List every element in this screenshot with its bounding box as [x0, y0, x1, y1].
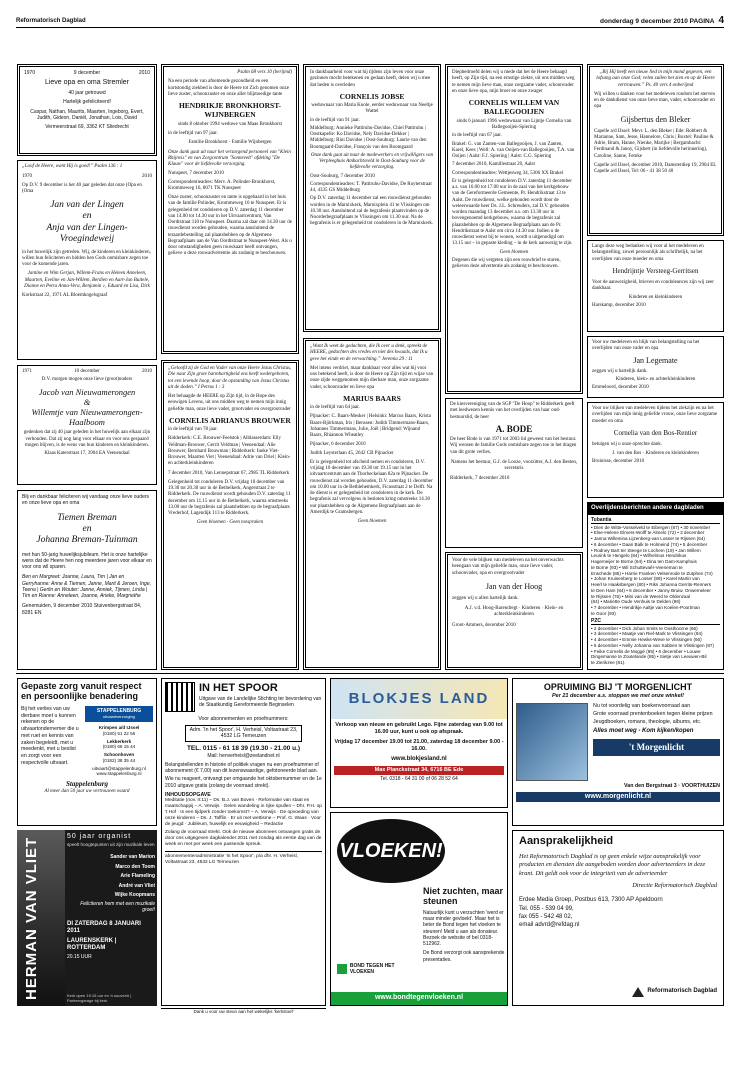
notice-van-nieuwamerongen: 1971 10 december 2010 D.V. morgen mogen onze lieve (groot)ouders Jacob van Nieuwamerongen & Willemtje van Nieuwamerongen-Haalboom gedenken dat zij 40 jaar geleden in het huwelijk aan elkaar zijn verbonden. Dat zij nog lang voor elkaar en voor ons gespaard mogen blijven, is de wens van hun kinderen en kleinkinderen. Klaas Katerstraat 17, 3904 EA Veenendaal: [17, 365, 157, 485]
vloeken-speech-bubble: VLOEKEN!: [337, 819, 445, 883]
masthead-right: donderdag 9 december 2010 PAGINA 4: [600, 15, 724, 26]
bond-link[interactable]: www.bondtegenvloeken.nl: [331, 992, 507, 1005]
organist-name-vertical: HERMAN VAN VLIET: [23, 836, 40, 1000]
notice-baars: „Want Ik weet de gedachten, die Ik over u denk, spreekt de HEERE, gedachten des vredes en niet des kwaads, dat Ik u geve het einde en de verwachting.” Jeremia 29 : 11 Met intens verdriet, maar dankbaar voor alles wat hij voor ons betekend heeft, is door de Heere op Zijn tijd en wijze van onze zijde weggenomen mijn dierbare man, onze zorgzame vader, schoonvader en lieve opa MARIUS BAARS in de leeftijd van 64 jaar. Pijnacker: C. Baars-Mesker | Helsinki: Marcus Baars, Krista Baars-Björkman, Iris | Benssen: Judith Timmermans-Baars, Johannes Timmermans, Julie, Joël | Bridgend: Wijnand Baars, Rhiannon Wheatley Pijnacker, 6 december 2010 Judith Leysterlaan 45, 2642 CB Pijnacker Er is gelegenheid tot afscheid nemen en condoleren, D.V. vrijdag 10 december van 19.30 tot 19.15 uur in het uitvaartcentrum aan de Thorbeckelaan 82a te Pijnacker. De rouwdienst zal worden gehouden, D.V. zaterdag 11 december om 10.00 uur in de Bethlehemkerk, Ficusstraat 2 te Delft. Na de dienst is er gelegenheid tot condoleren in de kerk. De begrafenis zal vervolgens in besloten kring omstreeks 14.30 uur plaatshebben op de Algemene Begraafplaats aan de Amerdijk te Gramsbergen. Geen bloemen: [303, 338, 441, 670]
ad-blokjes-land: BLOKJES LAND Verkoop van nieuw en gebruikt Lego. Fijne zaterdag van 9.00 tot 16.00 uur, kunt u ook op afspraak. Vrijdag 17 december 19.00 tot 21.00, zaterdag 18 december 9.00 - 16.00. www.blokjesland.nl Max Planckstraat 34, 6716 BE Ede Tel. 0318 - 64 31 00 of 06 28 52 64: [330, 678, 508, 808]
notice-bode: De kiesvereniging van de SGP "De Hoop" te Ridderkerk geeft met leedwezen kennis van het overlijden van haar oud-bestuurslid, de heer A. BODE De heer Bode is van 1971 tot 2003 lid geweest van het bestuur. Wij wensen de familie Gods onmisbare zegen toe in het dragen van dit grote verlies. Namens het bestuur, G.J. de Looze, voorzitter, A.J. den Besten, secretaris Ridderkerk, 7 december 2010: [445, 398, 583, 548]
section-divider: [16, 673, 724, 674]
deceased-name: CORNELIS ADRIANUS BROUWER: [169, 415, 291, 425]
thanks-strip: Dank u voor uw steun aan het wekelijks 'kerkstoel': [161, 1008, 326, 1018]
notice-van-der-hoog: Voor de vele blijken van medeleven na het onverwachts heengaan van mijn geliefde man, onze lieve vader, schoonvader, opa en overgrootvader Jan van der Hoog zeggen wij u allen hartelijk dank. A.J. v.d. Hoog-Barendregt · Kinderen · Klein- en achterkleinkinderen Groot-Ammers, december 2010: [445, 552, 583, 670]
death-list-pzc: • 2 december • Dick Johan Smits te Oosthoorne (66) • 3 december • Maatje van Riel-Mark te Vlissingen (94) • 4 december • Emmie Hewks-Weve te Vlissingen (66) • 5 december • Nelly Johanna van Sabben te Vlissingen (87) • Feike Cornelis de Moggé (95) • 6 december • Louwe Dingemanse te Zoutelande (85) • Sietje van Leeuwen-Bil te Zierikzee (81).: [591, 625, 714, 666]
notice-title: Lieve opa en oma Stremler: [44, 79, 130, 87]
bond-logo: BOND TEGEN HET VLOEKEN: [337, 963, 419, 976]
book-cover-image: [516, 703, 588, 781]
email-link[interactable]: email advrd@refdag.nl: [519, 922, 580, 929]
page-header: [16, 14, 724, 28]
notice-van-den-bos: Voor uw blijken van medeleven tijdens het ziekzijn en na het overlijden van mijn innig geliefde vrouw, onze lieve zorgzame moeder en oma Cornelia van den Bos-Rentier betuigen wij u onze oprechte dank. J. van den Bos · Kinderen en kleinkinderen Bruinisse, december 2010: [587, 402, 724, 498]
stappelenburg-logo: STAPPELENBURG uitvaartverzorging: [85, 706, 153, 723]
notice-van-der-lingen: „Loof de Heere, want Hij is goed!” Psalm 136 : 1 1970 2010 Op D.V. 9 december is het 40 jaar geleden dat onze (Opa en (Oma Jan van der Lingen en Anja van der Lingen-Vroegindeweij in het huwelijk zijn getreden. Wij, de kinderen en kleinkinderen, willen hun feliciteren en bidden hen Gods onmisbare zegen toe voor de komende jaren. Jantine en Wim Gerjan, Willem-Frans en Heleen Anneleen, Maarten, Eveline en Jan-Willem, Berdien en Aart-Jan Buitele, Dianne en Petra Anna-Vera, Benjamin ♪, Eduard en Lisa, Dirk Korkstraat 22, 1971 AL Bloemkogelsgraaf: [17, 160, 157, 360]
section-title: Overlijdensberichten andere dagbladen: [588, 503, 723, 515]
deceased-name: MARIUS BAARS: [343, 393, 401, 403]
couple-name-1: Jan van der Lingen: [50, 200, 124, 210]
couple-name-2: Anja van der Lingen-Vroegindeweij: [46, 222, 128, 245]
death-list-tubantia: • Dien de Witte-Vosselveld te Eibergen (87) • 30 november • Else-Helene Elmers-Wolff te Almelo (72) • 3 december • Janna Willemina Lijzenberg-van Losser te Rijssen (64) • 6 december • Daan Balk te Holmeind (74) • 5 december • Rodney Bart ter Steege te Lochem (19) • Jan Willem Leurink te Hengelo (84) • Wilhelmus Hendrikus Hagemeijer te Borne (64) • Dina ten Dam-Kamphuis te Borne (93) • Wil Schuttevaêr-Veeneman te Enschede (85) • Harrie Franken Velsenrode te Zutphen (74) • Johan Kruisenberg te Losser (89) • Karel Martin van Heerl te Haaksbergen (80) • Riks Johanna Gerrits-Renners te Den Ham (84) • 6 december • Janny Bruiw. Onwemeleer te Rijssen (76) • Mini van de Weerd te Oldenzaal (84) • Mariette Oude Venhuis te Delden (96) • 7 december • Hendrikje Aaltje van Koelen-Poortman te Goor (93): [591, 524, 713, 616]
notice-den-bleker: „Bij Hij heeft een nieuw lied in mijn mond gegeven, een lofzang aan onze God; velen zullen het zien en op de Heere vertrouwen.” Ps. 40 vers 4 onberijmd Wij willen u danken voor het medeleven rondom het sterven en de dankdienst van onze lieve man, vader, schoonvader en opa Gijsbertus den Bleker Capelle a/d IJssel: Mevr. L. den Bleker | Ede: Robbert & Marianne, Sam, Jesse, Hannelore, Chris | Boxtel: Pauline & Adrie, Bram, Hanne, Nienke, Marijke | Bergambacht: Ferdinand & Janny, Gijsbert (in liefdevolle herinnering), Caroline, Sanne, Femke Capelle a/d IJssel, december 2010, Damsterdiep 19, 2904 EL Capelle a/d IJssel, Tel: 06 - 41 38 50 40: [587, 64, 724, 236]
notice-brouwer: „Geloofd zij de God en Vader van onze Heere Jezus Christus, Die naar Zijn grote barmhartigheid ons heeft wedergeboren, tot een levende hoop, door de opstanding van Jezus Christus uit de doden.” I Petrus 1 : 3 Het behaagde de HEERE op Zijn tijd, in de Hope des eeuwigen Levens, uit ons midden weg te nemen mijn innig geliefde man, onze lieve vader, grootvader en overgrootvader CORNELIS ADRIANUS BROUWER in de leeftijd van 78 jaar. Ridderkerk: C.E. Brouwer-Feelstok | Alblasserdam: Elly Veldman-Brouwer, Gerrit Veldman | Veenendaal: Alie Brouwer, Bernhard Bouwman | Ridderkerk: Ineke Viet-Brouwer, Maarten Viet | Veenendaal: Adrie van Driel | Klein- en achterkleinkinderen 7 december 2010, Van Lennepstraat 67, 2985 TL Ridderkerk Gelegenheid tot condoleren D.V. vrijdag 10 december van 19.30 tot 20.30 uur in de Bethelkerk, Angerstraat 2 te Ridderkerk. De rouwdienst wordt gehouden D.V. zaterdag 11 december om 11.15 uur in de Bethelkerk, waarna omstreeks 13.00 uur de begrafenis zal plaatshebben op de begraafplaats Vrederhof, Lagendijk 113 te Ridderkerk. Geen bloemen · Geen toespraken: [161, 360, 299, 670]
notice-versteeg: Langs deze weg bedanken wij voor al het medeleven en belangstelling, zowel persoonlijk als schriftelijk, na het overlijden van onze moeder en oma Hendrijntje Versteeg-Gerritsen Voor de aanwezigheid, brieven en condoleances zijn wij zeer dankbaar. Kinderen en kleinkinderen Harskamp, december 2010: [587, 240, 724, 332]
ad-morgenlicht: OPRUIMING BIJ 'T MORGENLICHT Per 21 december a.s. stoppen we met onze winkel! Nu tot voordelig van boekenvoorraad aan Grote voorraad prentenboeken tegen kleine prijzen Jeugdboeken, romans, theologie, albums, etc. Alles moet weg - Kom kijken/kopen 't Morgenlicht Van den Bergstraat 3 · VOORTHUIZEN www.morgenlicht.nl: [512, 678, 724, 826]
ad-stappelenburg: Gepaste zorg vanuit respect en persoonlijke benadering Bij het verlies van uw dierbare moet u kunnen rekenen op de uitvaartondernemer die u met ruet en kennis van zaken begeleidt, met u meedenkt, met u beslist en zorgt voor een respectvolle uitvaart. STAPPELENBURG uitvaartverzorging Krimpen a/d IJssel (0180) 51 22 55 Lekkerkerk (0180) 66 15 44 Schoonhoven (0182) 38 35 44 uitvaart@stappelenburg.nl www.stappelenburg.nl Stappelenburg Al meer dan 50 jaar uw vertrouwen waard: [17, 678, 157, 826]
notice-stremler: 1970 9 december 2010 Lieve opa en oma Stremler 40 jaar getrouwd Hartelijk gefeliciteerd! Caspar, Nathan, Maurits, Maarten, Ingeborg, Evert, Judith, Gideon, Daniël, Jonathan, Lois, David Vermeerstraat 69, 3362 KT Sliedrecht: [17, 64, 157, 156]
page-number: 4: [718, 15, 724, 26]
deceased-name: A. BODE: [495, 423, 533, 434]
notice-legemate: Voor uw medeleven en blijk van belangstelling na het overlijden van onze vader en opa Jan Legemate zeggen wij u hartelijk dank. Kinderen, klein- en achterkleinkinderen Emmeloord, december 2010: [587, 336, 724, 398]
other-newspapers-deaths: Overlijdensberichten andere dagbladen Tubantia • Dien de Witte-Vosselveld te Eibergen (87) • 30 november • Else-Helene Elmers-Wolff te Almelo (72) • 3 december • Janna Willemina Lijzenberg-van Losser te Rijssen (64) • 6 december • Daan Balk te Holmeind (74) • 5 december • Rodney Bart ter Steege te Lochem (19) • Jan Willem Leurink te Hengelo (84) • Wilhelmus Hendrikus Hagemeijer te Borne (64) • Dina ten Dam-Kamphuis te Borne (93) • Wil Schuttevaêr-Veeneman te Enschede (85) • Harrie Franken Velsenrode te Zutphen (74) • Johan Kruisenberg te Losser (89) • Karel Martin van Heerl te Haaksbergen (80) • Riks Johanna Gerrits-Renners te Den Ham (84) • 6 december • Janny Bruiw. Onwemeleer te Rijssen (76) • Mini van de Weerd te Oldenzaal (84) • Mariette Oude Venhuis te Delden (96) • 7 december • Hendrikje Aaltje van Koelen-Poortman te Goor (93) PZC • 2 december • Dick Johan Smits te Oosthoorne (66) • 3 december • Maatje van Riel-Mark te Vlissingen (94) • 4 december • Emmie Hewks-Weve te Vlissingen (66) • 5 december • Nelly Johanna van Sabben te Vlissingen (87) • Feike Cornelis de Moggé (95) • 6 december • Louwe Dingemanse te Zoutelande (85) • Sietje van Leeuwen-Bil te Zierikzee (81).: [587, 502, 724, 670]
notice-van-ballegooijen: Diepbedroefd delen wij u mede dat het de Heere behaagd heeft, op Zijn tijd, na een ernstige ziekte, uit ons midden weg te nemen mijn lieve man, onze zorgzame vader, schoonvader en onze lieve opa, mijn broer en onze zwager CORNELIS WILLEM VAN BALLEGOOIJEN sinds 6 januari 1996 weduwnaar van Lijntje Cornelia van Ballegooijen-Spiering in de leeftijd van 67 jaar. Brakel: G. van Zanten-van Ballegooijen, J. van Zanten, Karel, Kees | Well: A. van Ooijen-van Ballegooijen, T.A. van Ooijen | Aalst: F.J. Spiering | Aalst: C.G. Spiering 7 december 2010, Kamillestraat 20, Aalst Correspondentieadres: Wettjesweg 34, 5306 XX Brakel Er is gelegenheid tot condoleren D.V. zaterdag 11 december a.s. van 16.00 tot 17.00 uur in de zaal van het kerkgebouw van de Gereformeerde Gemeente, Pr. Hendrikstraat 13 te Aalst. De rouwdienst, welke gehouden wordt door de weleerwaarde heer Ds. J.L. Schreuders, zal D.V. gehouden worden maandag 13 december a.s. om 13.30 uur in bovengenoemd kerkgebouw, waarna de begrafenis zal plaatshebben op de Algemene Begraafplaats aan de Pr. Hendrikstraat te Aalst om circa 14.30 uur. Indien u de rouwdienst wenst bij te wonen, wordt u uitgenodigd om 13.15 uur – in gepaste kleding – in de kerk aanwezig te zijn. Geen bloemen Degenen die wij vergeten zijn een rouwbrief te sturen, gelieven deze advertentie als zodanig te beschouwen.: [445, 64, 583, 394]
refdag-logo: Reformatorisch Dagblad: [632, 987, 717, 997]
ad-bond-tegen-vloeken: VLOEKEN! Niet zuchten, maar steunen Natuurlijk kunt u verzuchten 'werd er maar minder gevloekt'. Maar het is beter de Bond tegen het vloeken te steunen! Meld u aan als donateur. Bezoek de website of bel 0318-512962. De Bond verzorgt ook aansprekende presentaties. BOND TEGEN HET VLOEKEN www.bondtegenvloeken.nl: [330, 812, 508, 1006]
morgenlicht-logo: 't Morgenlicht: [593, 739, 720, 757]
deceased-name: CORNELIS JOBSE: [339, 91, 405, 101]
notice-jobse: In dankbaarheid voor wat hij tijdens zijn leven voor onze gezinnen mocht betekenen en gedaan heeft, delen wij u mee dat heden is overleden CORNELIS JOBSE weduwnaar van Maria Koole, eerder weduwnaar van Neeltje Wattel in de leeftijd van 91 jaar. Middelburg: Annieke Pattiruhu-Davidse, Chiel Pattiruhu | Oostkapelle: Ko Davidse, Nely Davidse-Dekker | Middelburg: Rini Davidse | Oost-Souburg: Laurie van den Boomgaard-Davidse, François van den Boomgaard Onze dank gaat uit naar de medewerkers en vrijwilligers van Verpleeghuis Ambachtsveld in Oost-Souburg voor de liefdevolle verzorging. Oost-Souburg, 7 december 2010 Correspondentieadres: T. Pattiruhu-Davidse, De Ruyterstraat 44, 4335 GS Middelburg Op D.V. zaterdag 11 december zal een rouwdienst gehouden worden in de Marnixkerk, Marnixplein 41 te Vlissingen om 10.30 uur. Aansluitend zal de begrafenis plaatsvinden op de Noorderbegraafplaats te Vlissingen om 11.30 uur. Na de begrafenis is er gelegenheid tot condoleren in de Marnixkerk.: [303, 64, 441, 332]
spoor-logo: [165, 682, 195, 712]
deceased-name: HENDRIKJE BRONKHORST-WIJNBERGEN: [178, 101, 282, 120]
morgenlicht-link[interactable]: www.morgenlicht.nl: [516, 792, 720, 803]
notice-breman: Blij en dankbaar feliciteren wij vandaag onze lieve ouders en onze lieve opa en oma Tiemen Breman en Johanna Breman-Tuinman met hun 50-jarig huwelijksjubileum. Het is onze hartelijke wens dat de Heere hen nog meerdere jaren voor elkaar en voor ons wil sparen. Ben en Margreet: Joanne, Laura, Tim | Jan en Gerryhanne: Anne & Tiemen, Janne, Marit & Jeroen, Inge, Teena | Gerlin en Wouter: Janne, Anniek, Tijmen, Linda | Tim en Rianne: Anneleen, Joanne, Arieke, Margriethe Genemuiden, 9 december 2010 Stuivenbergstraat 84, 8281 EN: [17, 490, 157, 670]
ad-aansprakelijkheid: Aansprakelijkheid Het Reformatorisch Dagblad is op geen enkele wijze aansprakelijk voor producten en diensten die aangeboden worden door adverteerders in deze krant. Dit geldt ook voor de integriteit van de adverteerder Directie Reformatorisch Dagblad Erdee Media Groep, Postbus 613, 7300 AP Apeldoorn Tel. 055 - 539 04 99, fax 055 - 542 48 02, email advrd@refdag.nl Reformatorisch Dagblad: [512, 830, 724, 1006]
notice-bronkhorst: Psalm 68 vers 10 (berijmd) Na een periode van afnemende gezondheid en een kortstondig ziekbed is door de Heere tot Zich genomen onze lieve zuster, schoonzuster en onze aller blijmoedige tante HENDRIKJE BRONKHORST-WIJNBERGEN sinds 8 oktober 1994 weduwe van Maas Bronkhorst in de leeftijd van 97 jaar. Familie Bronkhorst · Familie Wijnbergen Onze dank gaat uit naar het verzorgend personeel van "Klein Rhijnvis" en van Zorgcentrum "Sonnevelt" afdeling "De Klauw" voor de liefdevolle verzorging. Nunspeet, 7 december 2010 Correspondentieadres: Merv. A. Polinder-Bronkhorst, Krommeweg 16, 8071 TK Nunspeet Onze zuster, schoonzuster en tante is opgebaard in het huis van de familie Polinder, Krommeweg 16 te Nunspeet. Er is gelegenheid tot condoleren op D.V. zaterdag 11 december van 14.00 tot 14.30 uur in het Uitvaartcentrum, Van Oordtstraat 110 te Nunspeet. Daarna zal daar om 14.30 uur de rouwdienst worden gehouden, waarna aansluitend de teraardebestelling zal plaatshebben op de Algemene Begraafplaats aan de Van Oordtstraat te Nunspeet-West. Als u door omstandigheden geen rouwkaart heeft ontvangen, gelieve u deze rouwadvertentie als zodanig te beschouwen.: [161, 64, 299, 354]
ad-in-het-spoor: IN HET SPOOR Uitgave van de Landelijke Stichting ter bevordering van de Staatkundig Gereformeerde Beginselen Voor abonnementen en proefnummers: Adm. 'In het Spoor', H. Verheisl, Voltastraat 23, 4532 LG Terneuzen TEL. 0115 - 61 18 39 (19.30 - 21.00 u.) Mail: henverheisl@zeelandnet.nl Belangstellenden in historie of politiek vragen nu een proefnummer of abonnement (€ 7,00) van dit lezenswaardige, gefotoneerde blad aan. Wie nu reageert, ontvangt per omgaande het oktobernummer en de 1e 2010 uitgave gratis (zolang de voorraad strekt). INHOUDSOPGAVE Meditatie (nov. II:11) – Ds. B.J. van Boven · Reformatie van staat en maatschappij – A. Verwijs · Gelen wandeling in rijke spullen – Dhr. P.H. op 't Hof · Is een tijdperk zonder toekomst? – A. Verwijs · De opvoeding van onze kinderen – Ds. J. Tafflin · Er uit met wettisme – Prof. G. Waas · Voor de jeugd · Jubileum, huwelijk en eeuwigheid – Redactie Zolang de voorraad strekt. Ook de nieuwe abonnees ontvangen gratis de door ons uitgegeven dagkalender 2011 met zondag als eerste dag van de week en met per week een passende spreuk. abonnementenadministratie 'In het Spoor', p/a dhr. H. Verheisl, Voltastraat 23, 4532 LG Terneuzen: [161, 678, 326, 1006]
blokjes-land-link[interactable]: www.blokjesland.nl: [391, 755, 447, 762]
masthead-left: Reformatorisch Dagblad: [16, 18, 86, 24]
blokjes-land-logo: BLOKJES LAND: [331, 679, 507, 719]
deceased-name: CORNELIS WILLEM VAN BALLEGOOIJEN: [468, 98, 560, 117]
ad-herman-van-vliet: HERMAN VAN VLIET 50 jaar organist speelt hoogtepunten uit zijn muzikale leven Sander van Marion Marco den Toom Arie Flameling André van Vliet Wijke Koopmans Feliciteren hem met een muzikale groet! DI ZATERDAG 8 JANUARI 2011 LAURENSKERK | ROTTERDAM 20.15 UUR Kerk open 19.15 uur en 'n souvenir | Parkeergarage bij kerk: [17, 830, 157, 1006]
